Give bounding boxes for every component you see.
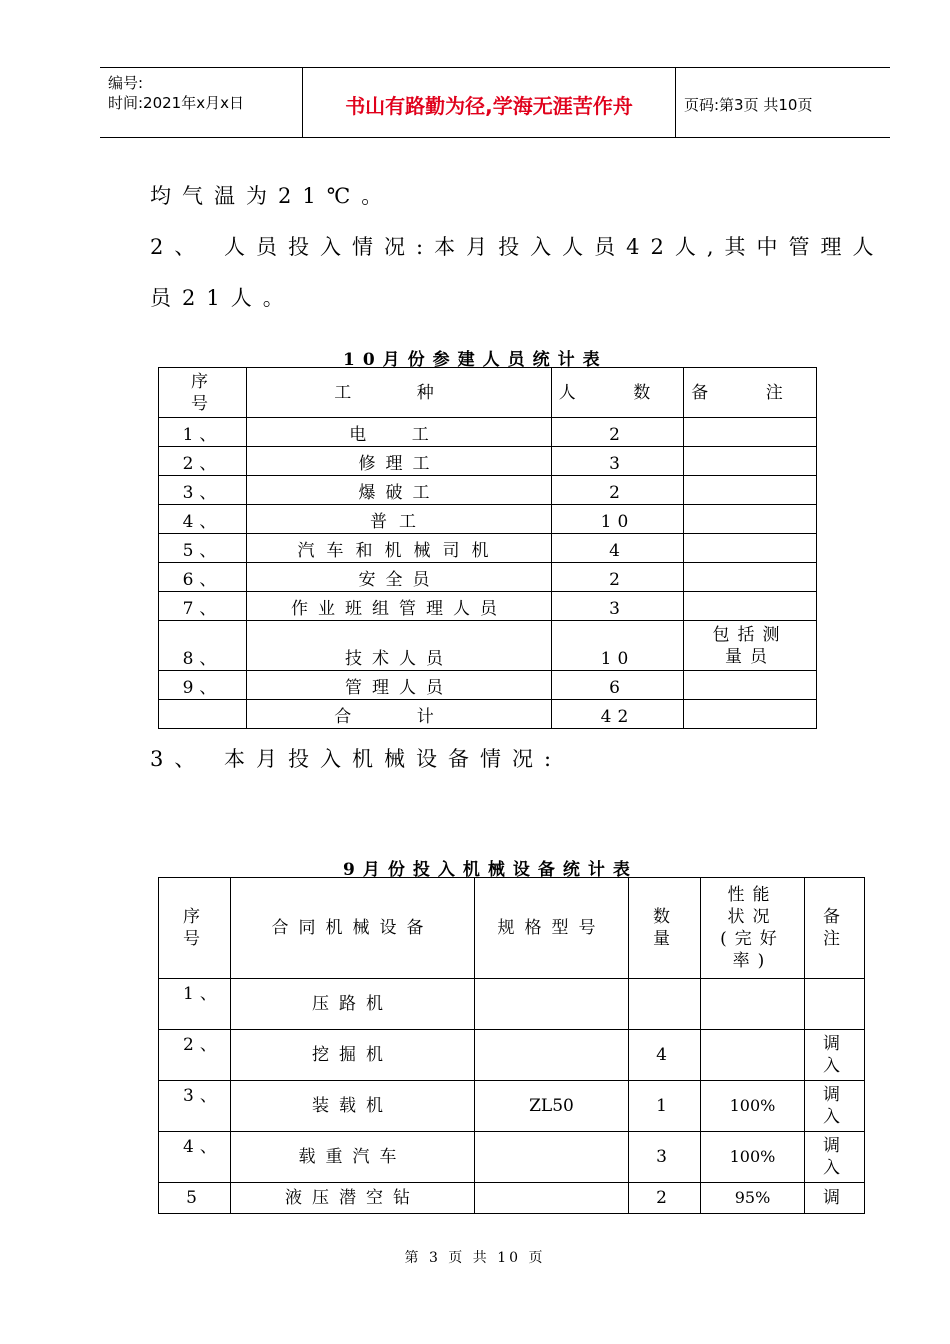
header-spec: 规格型号 xyxy=(475,878,629,979)
row-count: 10 xyxy=(552,621,684,671)
row-note xyxy=(684,592,817,621)
table-row xyxy=(159,1081,865,1132)
header-status: 性能状况(完好率) xyxy=(701,878,805,979)
row-type: 管理人员 xyxy=(247,671,552,700)
header-motto-cell xyxy=(303,68,676,137)
row-no: 5、 xyxy=(159,534,247,563)
header-page-cell xyxy=(676,68,890,137)
row-no: 2、 xyxy=(159,447,247,476)
time-label: 时间:2021年x月x日 xyxy=(108,94,244,112)
table-row xyxy=(159,476,817,505)
row-spec xyxy=(475,1183,629,1214)
row-no: 9、 xyxy=(159,671,247,700)
row-note xyxy=(684,476,817,505)
row-equipment: 压路机 xyxy=(231,979,475,1030)
row-no: 7、 xyxy=(159,592,247,621)
row-count: 2 xyxy=(552,563,684,592)
row-count: 3 xyxy=(552,592,684,621)
row-equipment: 装载机 xyxy=(231,1081,475,1132)
row-note xyxy=(684,505,817,534)
row-note xyxy=(684,418,817,447)
row-note: 包括测量员 xyxy=(684,621,817,671)
table-total-row xyxy=(159,700,817,729)
page-label: 页码:第3页 共10页 xyxy=(684,96,813,114)
motto-text: 书山有路勤为径,学海无涯苦作舟 xyxy=(345,94,633,118)
row-note xyxy=(684,700,817,729)
header-note: 备 注 xyxy=(684,368,817,418)
row-note: 调入 xyxy=(805,1081,865,1132)
row-count: 2 xyxy=(552,418,684,447)
row-no: 3、 xyxy=(159,1081,231,1132)
row-type: 修理工 xyxy=(247,447,552,476)
row-no: 6、 xyxy=(159,563,247,592)
page-header xyxy=(100,67,890,138)
row-no: 4、 xyxy=(159,505,247,534)
table-header-row xyxy=(159,368,817,418)
row-status: 100% xyxy=(701,1081,805,1132)
table-row xyxy=(159,621,817,671)
row-note: 调 xyxy=(805,1183,865,1214)
row-note xyxy=(684,671,817,700)
row-status xyxy=(701,1030,805,1081)
header-count: 人 数 xyxy=(552,368,684,418)
row-type: 电 工 xyxy=(247,418,552,447)
row-type: 技术人员 xyxy=(247,621,552,671)
machinery-table xyxy=(158,877,865,1214)
row-type: 作业班组管理人员 xyxy=(247,592,552,621)
row-count: 2 xyxy=(552,476,684,505)
row-count: 10 xyxy=(552,505,684,534)
body-line-2: 2、 人员投入情况:本月投入人员42人,其中管理人 xyxy=(150,235,885,259)
row-qty: 3 xyxy=(629,1132,701,1183)
row-note xyxy=(684,563,817,592)
row-status: 100% xyxy=(701,1132,805,1183)
table-row xyxy=(159,979,865,1030)
row-note xyxy=(805,979,865,1030)
table-row xyxy=(159,1030,865,1081)
row-count: 4 xyxy=(552,534,684,563)
table-row xyxy=(159,592,817,621)
row-spec: ZL50 xyxy=(475,1081,629,1132)
row-note xyxy=(684,447,817,476)
table-row xyxy=(159,671,817,700)
row-type: 安全员 xyxy=(247,563,552,592)
row-no: 4、 xyxy=(159,1132,231,1183)
row-no xyxy=(159,700,247,729)
header-info-cell xyxy=(100,68,303,137)
personnel-table xyxy=(158,367,817,729)
row-status: 95% xyxy=(701,1183,805,1214)
row-qty: 2 xyxy=(629,1183,701,1214)
row-spec xyxy=(475,1132,629,1183)
row-type: 合 计 xyxy=(247,700,552,729)
row-note xyxy=(684,534,817,563)
row-equipment: 载重汽车 xyxy=(231,1132,475,1183)
row-note: 调入 xyxy=(805,1030,865,1081)
row-no: 1、 xyxy=(159,979,231,1030)
header-note: 备注 xyxy=(805,878,865,979)
header-no: 序号 xyxy=(159,368,247,418)
body-line-4: 3、 本月投入机械设备情况: xyxy=(150,747,563,771)
row-spec xyxy=(475,1030,629,1081)
row-no: 2、 xyxy=(159,1030,231,1081)
header-type: 工 种 xyxy=(247,368,552,418)
table-row xyxy=(159,447,817,476)
row-equipment: 液压潜空钻 xyxy=(231,1183,475,1214)
row-count: 6 xyxy=(552,671,684,700)
row-no: 1、 xyxy=(159,418,247,447)
row-count: 42 xyxy=(552,700,684,729)
body-line-3: 员21人。 xyxy=(150,286,295,310)
row-count: 3 xyxy=(552,447,684,476)
body-line-1: 均气温为21℃。 xyxy=(150,184,394,208)
table-row xyxy=(159,505,817,534)
row-spec xyxy=(475,979,629,1030)
table-row xyxy=(159,563,817,592)
header-no: 序号 xyxy=(159,878,231,979)
row-type: 普工 xyxy=(247,505,552,534)
row-type: 汽车和机械司机 xyxy=(247,534,552,563)
header-equipment: 合同机械设备 xyxy=(231,878,475,979)
row-qty: 1 xyxy=(629,1081,701,1132)
row-no: 8、 xyxy=(159,621,247,671)
row-no: 5 xyxy=(159,1183,231,1214)
table1-title: 10月份参建人员统计表 xyxy=(343,350,608,370)
row-note: 调入 xyxy=(805,1132,865,1183)
page-number: 第 3 页 共 10 页 xyxy=(404,1250,546,1266)
row-no: 3、 xyxy=(159,476,247,505)
row-qty xyxy=(629,979,701,1030)
row-equipment: 挖掘机 xyxy=(231,1030,475,1081)
table-row xyxy=(159,1132,865,1183)
number-label: 编号: xyxy=(108,74,144,92)
table-row xyxy=(159,418,817,447)
row-status xyxy=(701,979,805,1030)
header-qty: 数量 xyxy=(629,878,701,979)
row-type: 爆破工 xyxy=(247,476,552,505)
table-header-row xyxy=(159,878,865,979)
table2-title: 9月份投入机械设备统计表 xyxy=(343,860,638,880)
table-row xyxy=(159,1183,865,1214)
table-row xyxy=(159,534,817,563)
row-qty: 4 xyxy=(629,1030,701,1081)
